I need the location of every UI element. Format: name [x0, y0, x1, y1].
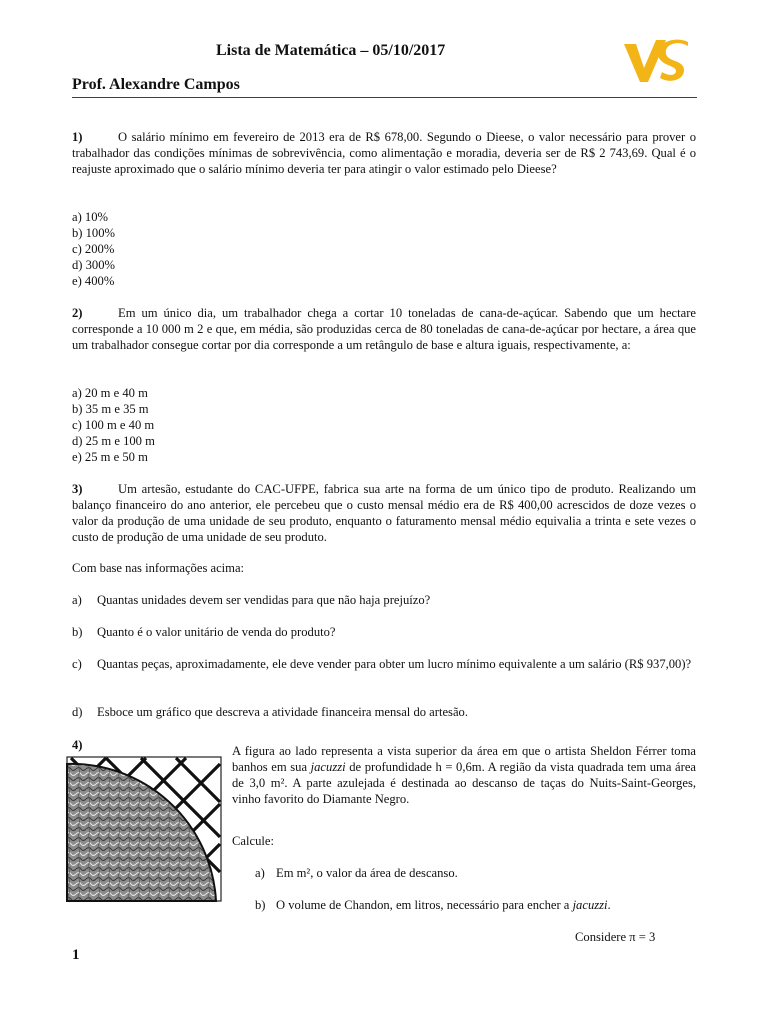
question-2-number: 2) [72, 306, 83, 320]
pi-note: Considere π = 3 [575, 930, 656, 944]
question-3-item-c: c) Quantas peças, aproximadamente, ele deve vender para obter um lucro mínimo equivalente a um salário (R$ 937,00)? [72, 657, 692, 671]
question-1-number: 1) [72, 130, 83, 144]
option-d: d) 25 m e 100 m [72, 434, 155, 448]
option-b: b) 100% [72, 226, 116, 240]
question-4-calc-label: Calcule: [232, 834, 274, 848]
option-e: e) 25 m e 50 m [72, 450, 148, 464]
question-2-statement: Em um único dia, um trabalhador chega a cortar 10 toneladas de cana-de-açúcar. Sabendo que um hectare corresponde a 10 000 m 2 e que, em média, são produzidas cerca de 80 toneladas de cana-de-açúcar por hectare, a área que um trabalhador consegue cortar por dia corresponde a um retângulo de base e altura iguais, respectivamente, a: [72, 306, 696, 352]
question-3-statement: Um artesão, estudante do CAC-UFPE, fabrica sua arte na forma de um único tipo de produto. Realizando um balanço financeiro do ano anterior, ele percebeu que o custo mensal médio era de R$ 400,00 acrescidos de doze vezes o valor da produção de uma unidade de seu produto, enquanto o faturamento mensal médio equivalia a trinta e sete vezes o custo de produção de uma unidade de seu produto. [72, 482, 696, 544]
question-1-text [72, 129, 696, 177]
question-3-intro: Com base nas informações acima: [72, 561, 245, 575]
question-3-text [72, 481, 696, 545]
option-d: d) 300% [72, 258, 116, 272]
page-number: 1 [72, 947, 80, 963]
document-title: Lista de Matemática – 05/10/2017 [216, 42, 446, 59]
header-divider [72, 97, 697, 98]
vs-logo-icon [622, 38, 690, 86]
question-1-options [72, 209, 115, 289]
question-1-statement: O salário mínimo em fevereiro de 2013 era de R$ 678,00. Segundo o Dieese, o valor necessário para prover o trabalhador das condições mínimas de sobrevivência, como alimentação e moradia, deveria ser de R$ 2 743,69. Qual é o reajuste aproximado que o salário mínimo deveria ter para atingir o valor estimado pelo Dieese? [72, 130, 696, 176]
question-3-number: 3) [72, 482, 83, 496]
question-4-item-a: a) Em m², o valor da área de descanso. [255, 866, 458, 880]
jacuzzi-figure [66, 756, 222, 902]
option-a: a) 20 m e 40 m [72, 386, 148, 400]
option-e: e) 400% [72, 274, 115, 288]
professor-name: Prof. Alexandre Campos [72, 76, 240, 93]
question-3-item-d: d) Esboce um gráfico que descreva a atividade financeira mensal do artesão. [72, 705, 468, 719]
option-c: c) 200% [72, 242, 115, 256]
option-b: b) 35 m e 35 m [72, 402, 149, 416]
question-4-statement: A figura ao lado representa a vista superior da área em que o artista Sheldon Férrer toma banhos em sua jacuzzi de profundidade h = 0,6m. A região da vista quadrada tem uma área de 3,0 m². A parte azulejada é destinada ao descanso de taças do Nuits-Saint-Georges, vinho favorito do Diamante Negro. [232, 744, 696, 806]
question-2-options [72, 385, 155, 465]
question-4-item-b: b) O volume de Chandon, em litros, necessário para encher a jacuzzi. [255, 898, 611, 912]
question-4-number: 4) [72, 738, 83, 752]
option-c: c) 100 m e 40 m [72, 418, 155, 432]
question-2-text [72, 305, 696, 353]
question-3-item-b: b) Quanto é o valor unitário de venda do produto? [72, 625, 336, 639]
option-a: a) 10% [72, 210, 109, 224]
question-3-item-a: a) Quantas unidades devem ser vendidas para que não haja prejuízo? [72, 593, 431, 607]
